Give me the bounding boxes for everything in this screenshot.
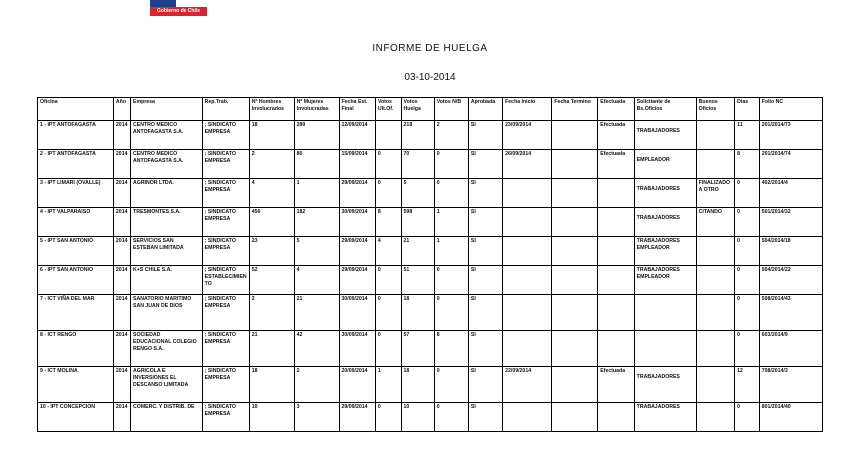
cell-aprobada: SI <box>468 179 502 208</box>
cell-empresa: CENTRO MEDICO ANTOFAGASTA S.A. <box>131 150 203 179</box>
cell-buenos <box>696 331 735 367</box>
table-row <box>38 367 823 403</box>
cell-votos-ult: 8 <box>375 208 401 237</box>
cell-fecha-termino <box>552 150 598 179</box>
cell-fecha-termino <box>552 179 598 208</box>
cell-solicitante <box>634 150 696 179</box>
cell-oficina: 9 - ICT MOLINA <box>38 367 114 403</box>
cell-fecha-inicio <box>503 266 552 295</box>
table-row <box>38 150 823 179</box>
cell-votos-ult: 0 <box>375 266 401 295</box>
cell-rep: ; SINDICATO EMPRESA <box>202 331 249 367</box>
cell-hombres: 18 <box>249 121 294 150</box>
cell-fecha-termino <box>552 208 598 237</box>
cell-dias: 0 <box>735 208 760 237</box>
cell-dias: 12 <box>735 367 760 403</box>
column-header: Fecha Termino <box>552 98 598 121</box>
cell-solicitante <box>634 121 696 150</box>
table-row <box>38 295 823 331</box>
column-header: Nº Hombres Involucrados <box>249 98 294 121</box>
cell-mujeres: 42 <box>294 331 339 367</box>
cell-votos-huelga: 5 <box>401 179 434 208</box>
cell-empresa: AGRICOLA E INVERSIONES EL DESCANSO LIMITADA <box>131 367 203 403</box>
cell-mujeres: 182 <box>294 208 339 237</box>
cell-empresa: AGRINOR LTDA. <box>131 179 203 208</box>
cell-votos-nb: 2 <box>434 121 468 150</box>
cell-rep: ; SINDICATO EMPRESA <box>202 403 249 432</box>
table-row <box>38 237 823 266</box>
cell-solicitante-text: TRABAJADORES <box>636 186 680 192</box>
report-title: INFORME DE HUELGA <box>372 43 488 54</box>
cell-dias: 0 <box>735 179 760 208</box>
cell-fecha-inicio <box>503 237 552 266</box>
cell-fecha-final: 12/09/2014 <box>339 121 375 150</box>
cell-votos-huelga: 57 <box>401 331 434 367</box>
cell-solicitante <box>634 331 696 367</box>
cell-votos-nb: 0 <box>434 403 468 432</box>
cell-votos-ult <box>375 121 401 150</box>
cell-dias: 11 <box>735 121 760 150</box>
cell-oficina: 10 - IPT CONCEPCION <box>38 403 114 432</box>
cell-empresa: SOCIEDAD EDUCACIONAL COLEGIO RENGO S.A. <box>131 331 203 367</box>
cell-efectuada: Efectuada <box>598 150 634 179</box>
cell-empresa: K+S CHILE S.A. <box>131 266 203 295</box>
cell-votos-ult: 0 <box>375 179 401 208</box>
cell-votos-nb: 0 <box>434 266 468 295</box>
cell-buenos <box>696 295 735 331</box>
cell-efectuada <box>598 331 634 367</box>
cell-hombres: 52 <box>249 266 294 295</box>
cell-fecha-inicio: 22/09/2014 <box>503 367 552 403</box>
cell-mujeres: 3 <box>294 403 339 432</box>
cell-votos-ult: 1 <box>375 367 401 403</box>
column-header: Dias <box>735 98 760 121</box>
cell-anio: 2014 <box>113 266 130 295</box>
cell-folio: 201/2014/73 <box>759 121 822 150</box>
cell-buenos <box>696 121 735 150</box>
cell-fecha-termino <box>552 266 598 295</box>
cell-solicitante-text: TRABAJADORES <box>636 215 680 221</box>
cell-fecha-inicio <box>503 179 552 208</box>
cell-fecha-termino <box>552 121 598 150</box>
cell-aprobada: SI <box>468 266 502 295</box>
cell-votos-nb: 1 <box>434 237 468 266</box>
cell-folio: 504/2014/22 <box>759 266 822 295</box>
cell-aprobada: SI <box>468 150 502 179</box>
column-header: Votos Ult.Of. <box>375 98 401 121</box>
government-logo <box>150 0 207 16</box>
cell-solicitante: TRABAJADORES EMPLEADOR <box>634 266 696 295</box>
cell-oficina: 1 - IPT ANTOFAGASTA <box>38 121 114 150</box>
cell-folio: 603/2014/9 <box>759 331 822 367</box>
cell-rep: ; SINDICATO EMPRESA <box>202 150 249 179</box>
cell-votos-ult: 0 <box>375 150 401 179</box>
cell-buenos: CITANDO <box>696 208 735 237</box>
cell-solicitante: TRABAJADORES EMPLEADOR <box>634 237 696 266</box>
cell-efectuada <box>598 237 634 266</box>
column-header: Buenos Oficios <box>696 98 735 121</box>
cell-solicitante: TRABAJADORES <box>634 403 696 432</box>
cell-votos-huelga: 51 <box>401 266 434 295</box>
cell-aprobada: SI <box>468 403 502 432</box>
cell-oficina: 6 - IPT SAN ANTONIO <box>38 266 114 295</box>
cell-anio: 2014 <box>113 179 130 208</box>
cell-rep: ; SINDICATO EMPRESA <box>202 367 249 403</box>
cell-votos-huelga: 598 <box>401 208 434 237</box>
cell-hombres: 21 <box>249 331 294 367</box>
cell-buenos <box>696 367 735 403</box>
cell-rep: ; SINDICATO EMPRESA <box>202 295 249 331</box>
cell-hombres: 10 <box>249 403 294 432</box>
cell-oficina: 2 - IPT ANTOFAGASTA <box>38 150 114 179</box>
cell-dias: 0 <box>735 331 760 367</box>
cell-aprobada: SI <box>468 208 502 237</box>
cell-anio: 2014 <box>113 121 130 150</box>
table-row <box>38 121 823 150</box>
column-header: Votos Huelga <box>401 98 434 121</box>
cell-fecha-final: 29/09/2014 <box>339 237 375 266</box>
logo-blue-block <box>150 0 176 7</box>
cell-votos-huelga: 10 <box>401 403 434 432</box>
cell-fecha-final: 29/09/2014 <box>339 403 375 432</box>
cell-buenos <box>696 266 735 295</box>
cell-fecha-inicio <box>503 403 552 432</box>
cell-anio: 2014 <box>113 403 130 432</box>
cell-folio: 501/2014/32 <box>759 208 822 237</box>
logo-text: Gobierno de Chile <box>150 7 207 16</box>
cell-votos-huelga: 70 <box>401 150 434 179</box>
header-row <box>38 98 823 121</box>
cell-oficina: 8 - ICT RENGO <box>38 331 114 367</box>
cell-folio: 201/2014/74 <box>759 150 822 179</box>
cell-hombres: 2 <box>249 295 294 331</box>
cell-rep: ; SINDICATO EMPRESA <box>202 121 249 150</box>
cell-rep: ; SINDICATO EMPRESA <box>202 208 249 237</box>
cell-votos-nb: 8 <box>434 331 468 367</box>
cell-fecha-inicio: 23/09/2014 <box>503 121 552 150</box>
cell-efectuada <box>598 179 634 208</box>
cell-oficina: 3 - IPT LIMARI (OVALLE) <box>38 179 114 208</box>
cell-votos-nb: 1 <box>434 208 468 237</box>
cell-empresa: CENTRO MEDICO ANTOFAGASTA S.A. <box>131 121 203 150</box>
cell-dias: 0 <box>735 403 760 432</box>
cell-fecha-final: 30/09/2014 <box>339 208 375 237</box>
cell-solicitante-text: EMPLEADOR <box>636 157 670 163</box>
cell-fecha-termino <box>552 331 598 367</box>
column-header: Rep.Trab. <box>202 98 249 121</box>
logo-white-block <box>176 0 207 7</box>
cell-buenos <box>696 403 735 432</box>
cell-folio: 508/2014/43 <box>759 295 822 331</box>
cell-dias: 8 <box>735 150 760 179</box>
cell-anio: 2014 <box>113 150 130 179</box>
cell-hombres: 23 <box>249 237 294 266</box>
cell-fecha-final: 29/09/2014 <box>339 266 375 295</box>
cell-votos-nb: 0 <box>434 295 468 331</box>
cell-efectuada: Efectuada <box>598 121 634 150</box>
cell-hombres: 18 <box>249 367 294 403</box>
cell-empresa: COMERC. Y DISTRIB. DE <box>131 403 203 432</box>
cell-solicitante <box>634 295 696 331</box>
cell-efectuada <box>598 295 634 331</box>
column-header: Votos N/B <box>434 98 468 121</box>
cell-anio: 2014 <box>113 331 130 367</box>
cell-buenos: FINALIZADO A OTRO <box>696 179 735 208</box>
cell-oficina: 7 - ICT VIÑA DEL MAR <box>38 295 114 331</box>
cell-empresa: SERVICIOS SAN ESTEBAN LIMITADA <box>131 237 203 266</box>
cell-dias: 0 <box>735 266 760 295</box>
cell-aprobada: SI <box>468 331 502 367</box>
cell-mujeres: 21 <box>294 295 339 331</box>
cell-votos-ult: 0 <box>375 403 401 432</box>
cell-fecha-final: 30/09/2014 <box>339 331 375 367</box>
column-header: Fecha Inicio <box>503 98 552 121</box>
cell-fecha-final: 29/09/2014 <box>339 179 375 208</box>
cell-aprobada: SI <box>468 367 502 403</box>
column-header: Empresa <box>131 98 203 121</box>
cell-buenos <box>696 150 735 179</box>
cell-dias: 0 <box>735 237 760 266</box>
cell-aprobada: SI <box>468 237 502 266</box>
cell-folio: 504/2014/18 <box>759 237 822 266</box>
cell-fecha-inicio <box>503 295 552 331</box>
cell-votos-huelga: 18 <box>401 367 434 403</box>
column-header: Año <box>113 98 130 121</box>
cell-aprobada: SI <box>468 121 502 150</box>
cell-mujeres: 5 <box>294 237 339 266</box>
cell-fecha-inicio <box>503 331 552 367</box>
cell-hombres: 2 <box>249 150 294 179</box>
cell-anio: 2014 <box>113 367 130 403</box>
cell-folio: 708/2014/3 <box>759 367 822 403</box>
cell-efectuada <box>598 266 634 295</box>
table-row <box>38 403 823 432</box>
column-header: Aprobada <box>468 98 502 121</box>
cell-aprobada: SI <box>468 295 502 331</box>
report-date: 03-10-2014 <box>404 72 456 83</box>
cell-fecha-final: 30/09/2014 <box>339 295 375 331</box>
cell-fecha-termino <box>552 295 598 331</box>
cell-fecha-inicio <box>503 208 552 237</box>
cell-efectuada: Efectuada <box>598 367 634 403</box>
cell-mujeres: 1 <box>294 179 339 208</box>
cell-votos-huelga: 21 <box>401 237 434 266</box>
cell-fecha-termino <box>552 403 598 432</box>
cell-hombres: 456 <box>249 208 294 237</box>
cell-rep: ; SINDICATO ESTABLECIMIENTO <box>202 266 249 295</box>
strike-report-table <box>37 97 823 432</box>
cell-mujeres: 2 <box>294 367 339 403</box>
column-header: Folio NC <box>759 98 822 121</box>
cell-votos-nb: 0 <box>434 179 468 208</box>
column-header: Solicitante de Bs.Oficios <box>634 98 696 121</box>
cell-hombres: 4 <box>249 179 294 208</box>
cell-solicitante <box>634 208 696 237</box>
cell-dias: 0 <box>735 295 760 331</box>
column-header: Oficina <box>38 98 114 121</box>
cell-votos-ult: 0 <box>375 295 401 331</box>
cell-mujeres: 289 <box>294 121 339 150</box>
table-row <box>38 208 823 237</box>
table-row <box>38 331 823 367</box>
column-header: Fecha Est. Final <box>339 98 375 121</box>
cell-votos-ult: 4 <box>375 237 401 266</box>
cell-fecha-termino <box>552 367 598 403</box>
column-header: Efectuada <box>598 98 634 121</box>
cell-folio: 402/2014/4 <box>759 179 822 208</box>
cell-votos-ult: 0 <box>375 331 401 367</box>
cell-mujeres: 80 <box>294 150 339 179</box>
cell-fecha-final: 20/09/2014 <box>339 367 375 403</box>
cell-efectuada <box>598 403 634 432</box>
cell-empresa: SANATORIO MARITIMO SAN JUAN DE DIOS <box>131 295 203 331</box>
cell-fecha-final: 15/09/2014 <box>339 150 375 179</box>
cell-solicitante-text: TRABAJADORES <box>636 128 680 134</box>
column-header: Nº Mujeres Involucradas <box>294 98 339 121</box>
cell-rep: ; SINDICATO EMPRESA <box>202 237 249 266</box>
cell-solicitante <box>634 367 696 403</box>
cell-anio: 2014 <box>113 295 130 331</box>
table-row <box>38 266 823 295</box>
cell-solicitante-text: TRABAJADORES <box>636 374 680 380</box>
cell-mujeres: 4 <box>294 266 339 295</box>
cell-fecha-inicio: 26/09/2014 <box>503 150 552 179</box>
cell-buenos <box>696 237 735 266</box>
cell-votos-nb: 0 <box>434 367 468 403</box>
table-row <box>38 179 823 208</box>
cell-votos-huelga: 218 <box>401 121 434 150</box>
cell-efectuada <box>598 208 634 237</box>
cell-rep: ; SINDICATO EMPRESA <box>202 179 249 208</box>
cell-votos-nb: 0 <box>434 150 468 179</box>
cell-empresa: TRESMONTES S.A. <box>131 208 203 237</box>
cell-oficina: 5 - IPT SAN ANTONIO <box>38 237 114 266</box>
cell-anio: 2014 <box>113 237 130 266</box>
cell-folio: 801/2014/40 <box>759 403 822 432</box>
cell-solicitante <box>634 179 696 208</box>
cell-fecha-termino <box>552 237 598 266</box>
cell-anio: 2014 <box>113 208 130 237</box>
cell-oficina: 4 - IPT VALPARAISO <box>38 208 114 237</box>
cell-votos-huelga: 18 <box>401 295 434 331</box>
